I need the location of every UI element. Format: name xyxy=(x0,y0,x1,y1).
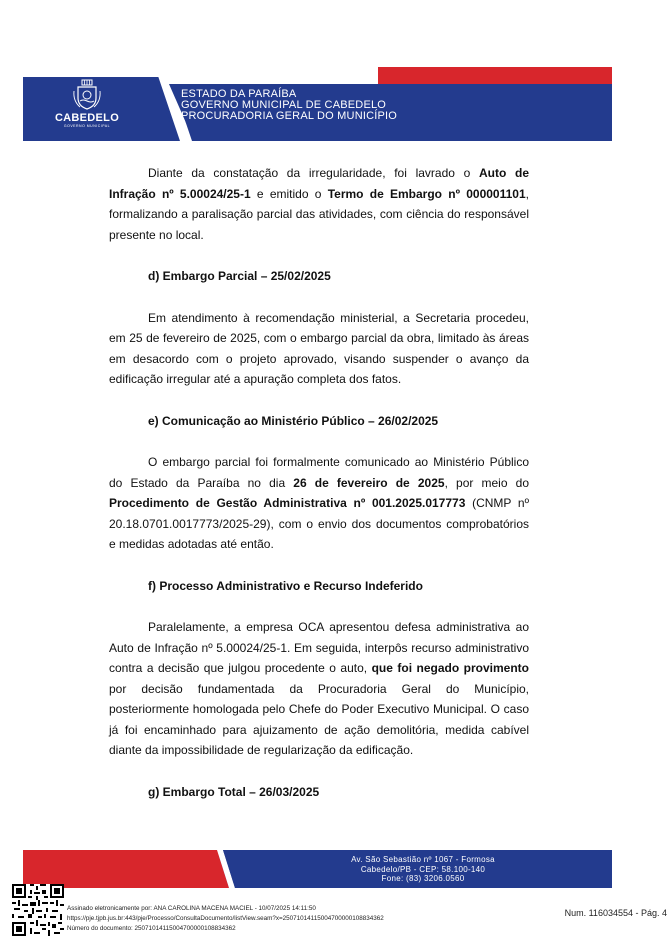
text-run: , formalizando a paralisação parcial das atividades, com ciência do responsável presente no local. xyxy=(109,186,529,242)
letterhead-line-government: GOVERNO MUNICIPAL DE CABEDELO xyxy=(181,99,387,111)
document-body xyxy=(109,163,529,802)
letterhead-line-office: PROCURADORIA GERAL DO MUNICÍPIO xyxy=(181,110,398,122)
letterhead-line-state: ESTADO DA PARAÍBA xyxy=(181,88,297,100)
logo-subtitle: GOVERNO MUNICIPAL xyxy=(63,124,111,128)
bold-run: que foi negado provimento xyxy=(371,661,529,675)
signature-doc-number: Número do documento: 25071014115004700000108834362 xyxy=(67,925,236,932)
paragraph-auto-infracao xyxy=(109,163,529,245)
text-run: Diante da constatação da irregularidade, foi lavrado o xyxy=(148,166,479,180)
bold-run: 26 de fevereiro de 2025 xyxy=(293,475,445,490)
letterhead-red-band xyxy=(378,67,612,84)
section-heading-g: g) Embargo Total – 26/03/2025 xyxy=(148,784,320,799)
footer-address xyxy=(323,855,523,884)
text-run: O embargo parcial foi formalmente comunicado ao Ministério Público do Estado da Paraíba no dia xyxy=(109,455,529,490)
letterhead-footer xyxy=(23,850,612,888)
electronic-signature-block xyxy=(67,904,384,934)
signature-url: https://pje.tjpb.jus.br:443/pje/Processo/ConsultaDocumento/listView.seam?x=25071014115004700000108834362 xyxy=(67,915,384,922)
bold-run: Termo de Embargo nº 000001101 xyxy=(327,186,526,201)
paragraph-processo-administrativo xyxy=(109,617,529,761)
text-run: por decisão fundamentada da Procuradoria Geral do Município, posteriormente homologada pelo Chefe do Poder Executivo Municipal. O caso já foi encaminhado para ajuizamento de ação demolitória, medida cabível diante da impossibilidade de regularização da edificação. xyxy=(109,681,529,757)
footer-city-cep: Cabedelo/PB - CEP: 58.100-140 xyxy=(360,864,486,874)
text-run: , por meio do xyxy=(444,475,530,490)
footer-red-band xyxy=(23,850,228,888)
text-run: e emitido o xyxy=(250,186,328,201)
signature-signer: Assinado eletronicamente por: ANA CAROLINA MACENA MACIEL - 10/07/2025 14:11:50 xyxy=(67,905,316,912)
section-heading-d: d) Embargo Parcial – 25/02/2025 xyxy=(148,269,331,283)
paragraph-embargo-parcial: Em atendimento à recomendação ministerial, a Secretaria procedeu, em 25 de fevereiro de 2025, com o embargo parcial da obra, limitado às áreas em desacordo com o projeto aprovado, visando suspender o avanço da edificação irregular até a apuração completa dos fatos. xyxy=(109,310,529,386)
letterhead xyxy=(23,67,612,141)
logo-name: CABEDELO xyxy=(54,112,120,124)
text-run: (CNMP nº 20.18.0701.0017773/2025-29), com o envio dos documentos comprobatórios e medidas adotadas até então. xyxy=(109,496,529,551)
city-crest-icon xyxy=(72,79,102,111)
footer-street: Av. São Sebastião nº 1067 - Formosa xyxy=(351,855,495,864)
text-run: Paralelamente, a empresa OCA apresentou defesa administrativa ao Auto de Infração nº 5.00024/25-1. Em seguida, interpôs recurso administrativo contra a decisão que julgou procedente o auto, xyxy=(109,620,529,675)
footer-slant-divider xyxy=(205,850,241,888)
bold-run: Auto de Infração nº 5.00024/25-1 xyxy=(109,166,529,201)
paragraph-comunicacao-mp xyxy=(109,452,529,555)
page-reference: Num. 116034554 - Pág. 4 xyxy=(564,908,667,918)
qr-code-icon xyxy=(12,884,64,936)
section-heading-f: f) Processo Administrativo e Recurso Indeferido xyxy=(148,578,423,593)
footer-phone: Fone: (83) 3206.0560 xyxy=(381,874,465,883)
section-heading-e: e) Comunicação ao Ministério Público – 26/02/2025 xyxy=(148,413,439,428)
bold-run: Procedimento de Gestão Administrativa nº 001.2025.017773 xyxy=(109,496,466,510)
letterhead-title xyxy=(181,89,397,122)
cabedelo-logo xyxy=(39,79,135,139)
